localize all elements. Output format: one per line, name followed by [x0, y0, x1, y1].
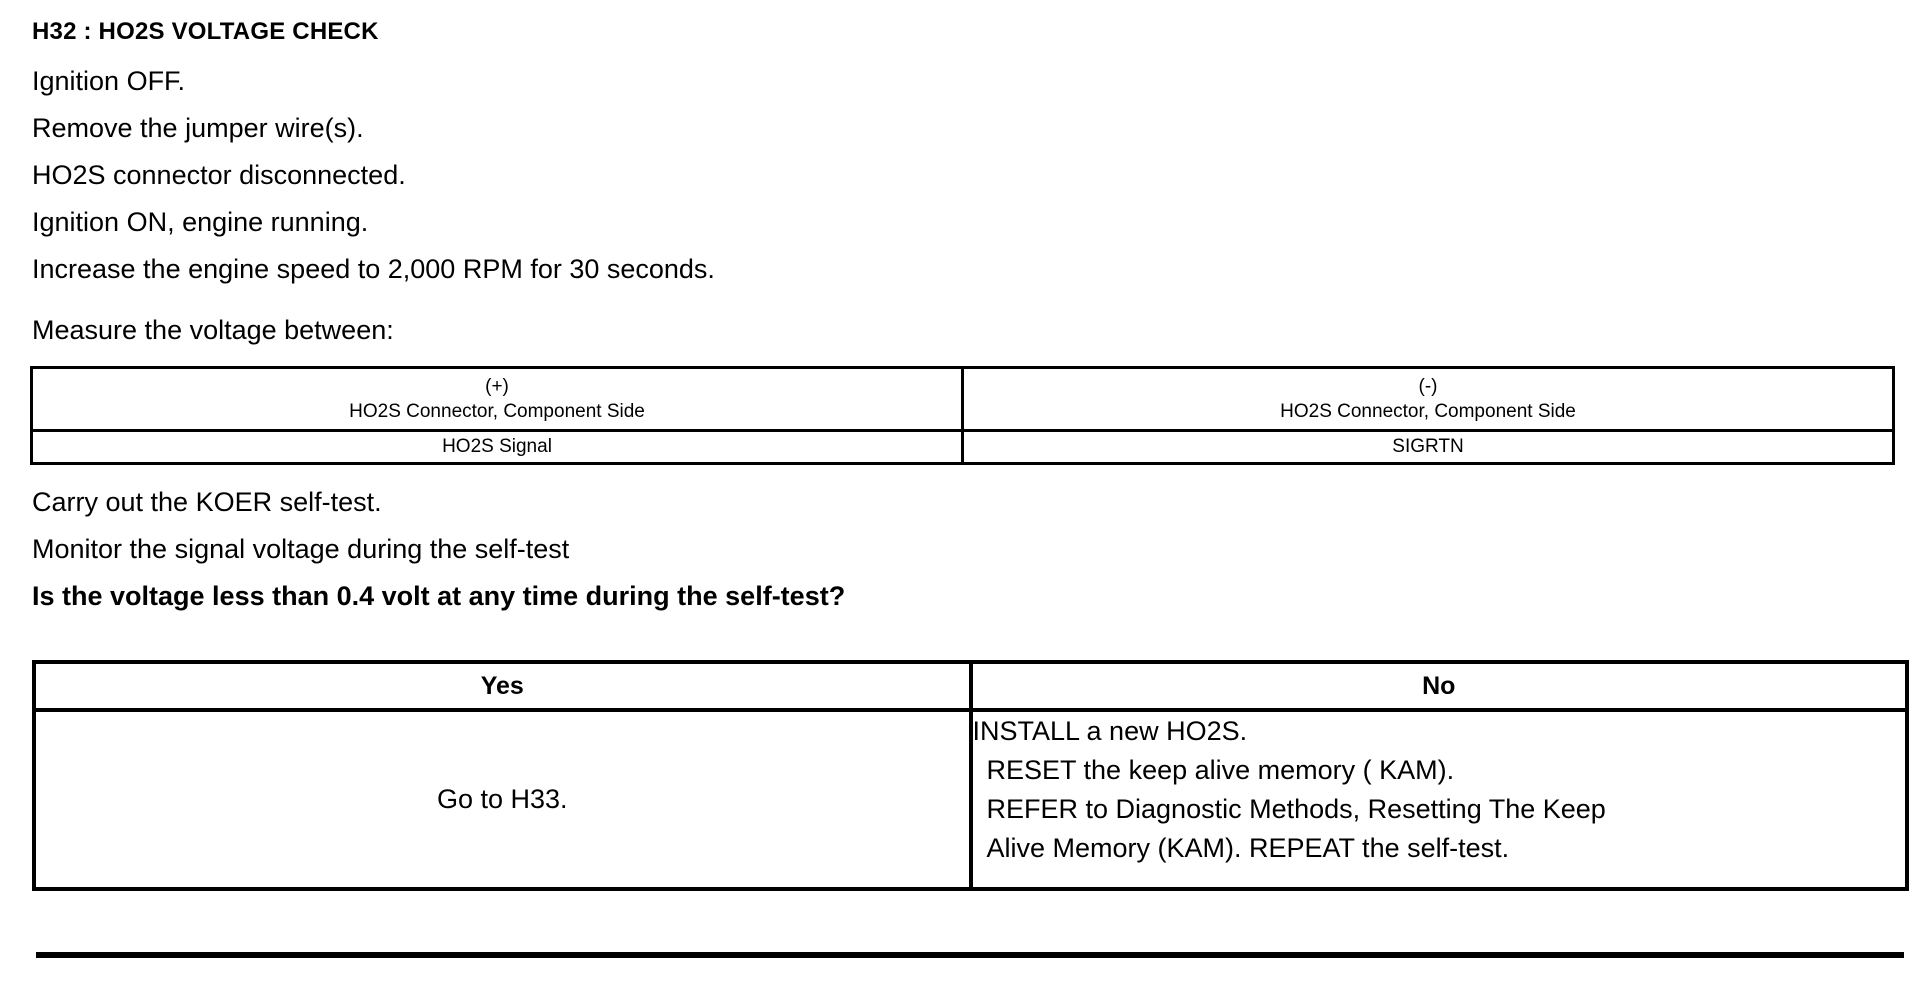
- positive-desc-label: HO2S Connector, Component Side: [349, 401, 645, 422]
- answer-no-line: INSTALL a new HO2S.: [972, 716, 1248, 746]
- post-steps-group: [30, 479, 1900, 573]
- answer-no-line: RESET the keep alive memory ( KAM).: [986, 755, 1455, 785]
- post-step-item: Monitor the signal voltage during the self-test: [32, 534, 570, 564]
- positive-sign-label: (+): [485, 376, 509, 397]
- decision-question: Is the voltage less than 0.4 volt at any time during the self-test?: [32, 581, 846, 611]
- measure-positive-value: HO2S Signal: [32, 431, 963, 464]
- answer-yes-body: Go to H33.: [34, 710, 971, 889]
- step-item: Remove the jumper wire(s).: [32, 113, 364, 143]
- negative-sign-label: (-): [1418, 376, 1438, 397]
- page-title: H32 : HO2S VOLTAGE CHECK: [32, 18, 379, 45]
- answer-table: [32, 660, 1909, 891]
- measurement-table: [30, 366, 1895, 465]
- answer-no-line: Alive Memory (KAM). REPEAT the self-test.: [986, 833, 1510, 863]
- answer-yes-header: Yes: [34, 662, 971, 710]
- step-item: Ignition OFF.: [32, 66, 186, 96]
- table-row: [32, 368, 1894, 431]
- negative-desc-label: HO2S Connector, Component Side: [1280, 401, 1576, 422]
- answer-no-line: REFER to Diagnostic Methods, Resetting The Keep: [986, 794, 1606, 824]
- step-item: Ignition ON, engine running.: [32, 207, 369, 237]
- measure-intro: Measure the voltage between:: [32, 315, 394, 345]
- answer-no-body: [971, 710, 1908, 889]
- measure-negative-value: SIGRTN: [963, 431, 1894, 464]
- bottom-divider: [36, 952, 1904, 958]
- table-row: [34, 710, 1907, 889]
- step-item: HO2S connector disconnected.: [32, 160, 406, 190]
- step-item: Increase the engine speed to 2,000 RPM for 30 seconds.: [32, 254, 715, 284]
- table-row: [34, 662, 1907, 710]
- table-row: [32, 431, 1894, 464]
- answer-no-header: No: [971, 662, 1908, 710]
- measure-negative-header: [963, 368, 1894, 431]
- measure-positive-header: [32, 368, 963, 431]
- post-step-item: Carry out the KOER self-test.: [32, 487, 382, 517]
